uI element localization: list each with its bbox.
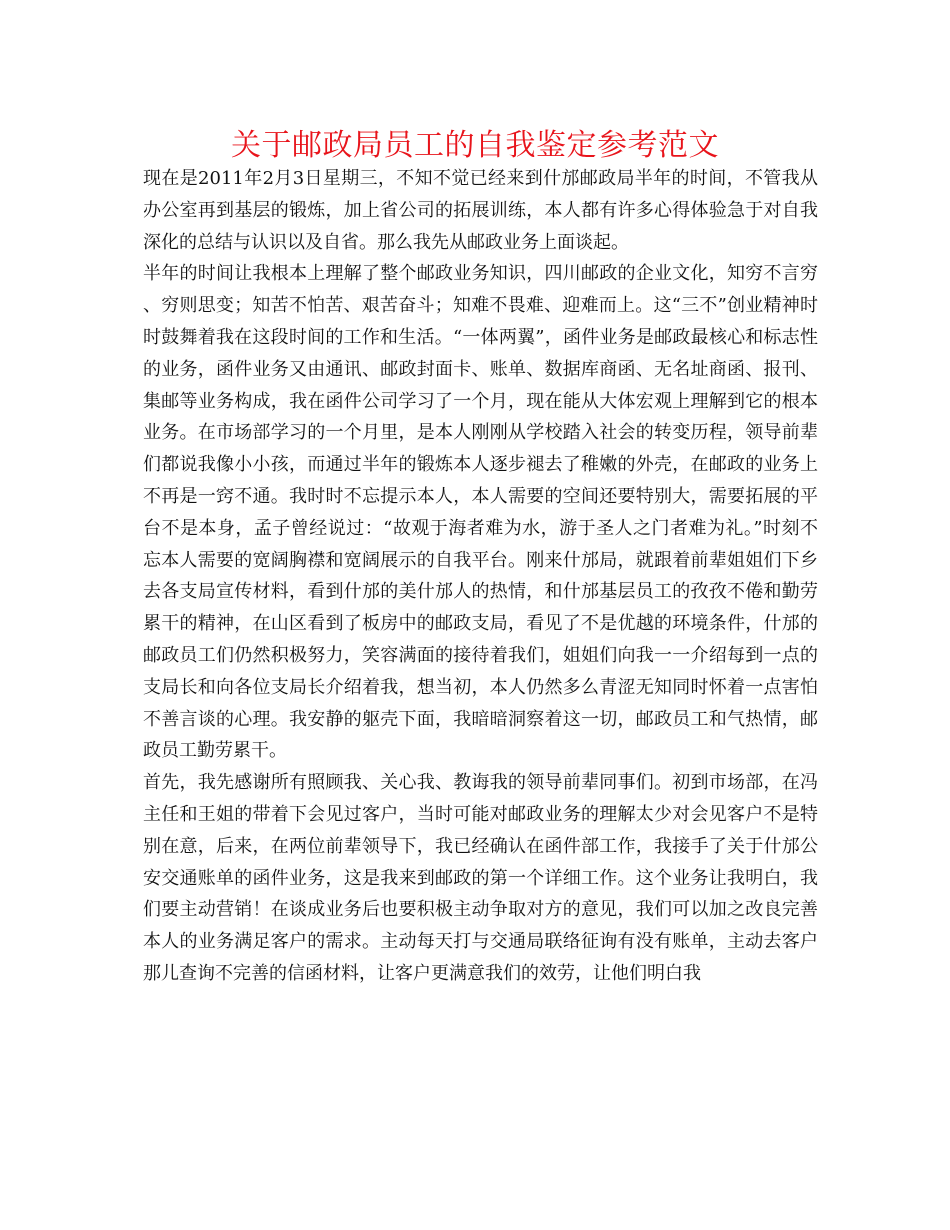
paragraph-intro: 现在是2011年2月3日星期三，不知不觉已经来到什邡邮政局半年的时间，不管我从办公室再到基层的锻炼，加上省公司的拓展训练，本人都有许多心得体验急于对自我深化的总结与认识以及自省。那么我先从邮政业务上面谈起。 xyxy=(143,168,818,253)
document-body xyxy=(143,163,818,990)
document-title: 关于邮政局员工的自我鉴定参考范文 xyxy=(231,128,719,163)
paragraph-half-year: 半年的时间让我根本上理解了整个邮政业务知识，四川邮政的企业文化，知穷不言穷、穷则思变；知苦不怕苦、艰苦奋斗；知难不畏难、迎难而上。这“三不”创业精神时时鼓舞着我在这段时间的工作和生活。“一体两翼”，函件业务是邮政最核心和标志性的业务，函件业务又由通讯、邮政封面卡、账单、数据库商函、无名址商函、报刊、集邮等业务构成，我在函件公司学习了一个月，现在能从大体宏观上理解到它的根本业务。在市场部学习的一个月里，是本人刚刚从学校踏入社会的转变历程，领导前辈们都说我像小小孩，而通过半年的锻炼本人逐步褪去了稚嫩的外壳，在邮政的业务上不再是一窍不通。我时时不忘提示本人，本人需要的空间还要特别大，需要拓展的平台不是本身，孟子曾经说过：“故观于海者难为水，游于圣人之门者难为礼。”时刻不忘本人需要的宽阔胸襟和宽阔展示的自我平台。刚来什邡局，就跟着前辈姐姐们下乡去各支局宣传材料，看到什邡的美什邡人的热情，和什邡基层员工的孜孜不倦和勤劳累干的精神，在山区看到了板房中的邮政支局，看见了不是优越的环境条件，什邡的邮政员工们仍然积极努力，笑容满面的接待着我们，姐姐们向我一一介绍每到一点的支局长和向各位支局长介绍着我，想当初，本人仍然多么青涩无知同时怀着一点害怕不善言谈的心理。我安静的躯壳下面，我暗暗洞察着这一切，邮政员工和气热情，邮政员工勤劳累干。 xyxy=(143,263,818,762)
paragraph-thanks: 首先，我先感谢所有照顾我、关心我、教诲我的领导前辈同事们。初到市场部，在冯主任和王姐的带着下会见过客户，当时可能对邮政业务的理解太少对会见客户不是特别在意，后来，在两位前辈领导下，我已经确认在函件部工作，我接手了关于什邡公安交通账单的函件业务，这是我来到邮政的第一个详细工作。这个业务让我明白，我们要主动营销！在谈成业务后也要积极主动争取对方的意见，我们可以加之改良完善本人的业务满足客户的需求。主动每天打与交通局联络征询有没有账单，主动去客户那儿查询不完善的信函材料，让客户更满意我们的效劳，让他们明白我 xyxy=(143,772,818,984)
